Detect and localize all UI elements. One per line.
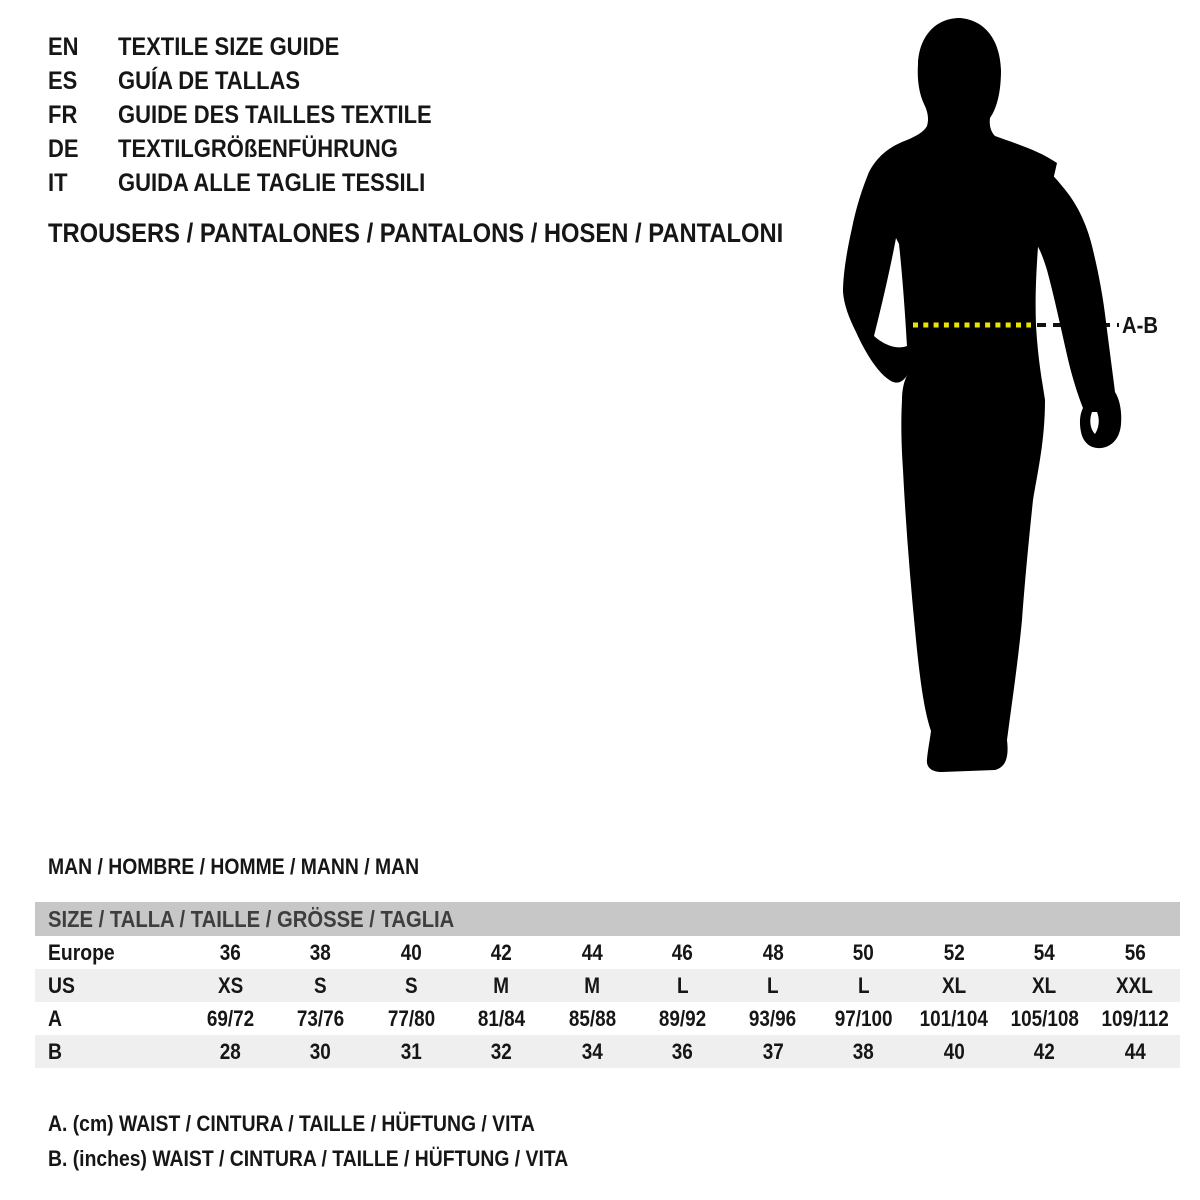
- table-cell: XL: [941, 973, 966, 998]
- table-cell: 56: [1124, 940, 1146, 965]
- language-row-en: [48, 30, 475, 64]
- table-cell: 48: [762, 940, 784, 965]
- row-label-europe: Europe: [48, 940, 115, 965]
- table-cell: XS: [217, 973, 243, 998]
- language-code-de: DE: [48, 135, 79, 163]
- table-cell: 101/104: [919, 1006, 989, 1031]
- table-cell: 40: [400, 940, 422, 965]
- language-row-es: [48, 64, 475, 98]
- table-cell: 77/80: [387, 1006, 435, 1031]
- table-cell: XL: [1032, 973, 1057, 998]
- table-row-europe: [35, 936, 1180, 969]
- table-cell: 109/112: [1101, 1006, 1169, 1031]
- table-cell: 54: [1033, 940, 1055, 965]
- row-label-b: B: [48, 1039, 62, 1064]
- language-label-de: TEXTILGRÖßENFÜHRUNG: [118, 135, 398, 163]
- table-cell: L: [767, 973, 779, 998]
- table-cell: 42: [1033, 1039, 1055, 1064]
- table-cell: S: [314, 973, 327, 998]
- footnote-a: A. (cm) WAIST / CINTURA / TAILLE / HÜFTUNG / VITA: [48, 1111, 535, 1136]
- table-cell: M: [493, 973, 510, 998]
- row-label-a: A: [48, 1006, 62, 1031]
- language-row-fr: [48, 98, 475, 132]
- table-cell: 30: [310, 1039, 332, 1064]
- table-cell: 52: [943, 940, 965, 965]
- footnote-b: B. (inches) WAIST / CINTURA / TAILLE / HÜFTUNG / VITA: [48, 1146, 569, 1171]
- table-cell: 38: [852, 1039, 874, 1064]
- table-cell: 37: [762, 1039, 784, 1064]
- measure-label: A-B: [1122, 312, 1158, 338]
- table-cell: 46: [671, 940, 694, 965]
- table-row-b-inches: [35, 1035, 1180, 1068]
- table-cell: 105/108: [1010, 1006, 1079, 1031]
- table-row-us: [35, 969, 1180, 1002]
- table-cell: 31: [400, 1039, 422, 1064]
- table-cell: 73/76: [296, 1006, 345, 1031]
- language-code-it: IT: [48, 169, 68, 197]
- table-cell: M: [584, 973, 600, 998]
- table-cell: L: [676, 973, 689, 998]
- man-body-shape: [843, 18, 1057, 772]
- table-cell: 44: [1124, 1039, 1146, 1064]
- footnotes: [48, 1106, 639, 1176]
- table-cell: 32: [491, 1039, 513, 1064]
- size-table: [35, 902, 1180, 1068]
- table-cell: 97/100: [834, 1006, 893, 1031]
- table-cell: 50: [852, 940, 874, 965]
- table-row-a-cm: [35, 1002, 1180, 1035]
- man-silhouette: [830, 10, 1160, 790]
- table-cell: 36: [219, 940, 241, 965]
- language-row-it: [48, 166, 475, 200]
- language-label-fr: GUIDE DES TAILLES TEXTILE: [118, 101, 432, 129]
- table-cell: 28: [219, 1039, 241, 1064]
- row-label-us: US: [48, 973, 75, 998]
- language-label-es: GUÍA DE TALLAS: [118, 67, 301, 95]
- table-cell: 38: [310, 940, 332, 965]
- table-cell: 34: [581, 1039, 603, 1064]
- language-list: [48, 30, 475, 200]
- table-cell: L: [857, 973, 870, 998]
- table-cell: S: [404, 973, 418, 998]
- table-header: SIZE / TALLA / TAILLE / GRÖSSE / TAGLIA: [35, 902, 1180, 936]
- table-cell: 44: [581, 940, 603, 965]
- table-cell: 42: [491, 940, 513, 965]
- section-title: MAN / HOMBRE / HOMME / MANN / MAN: [48, 854, 420, 879]
- language-label-it: GUIDA ALLE TAGLIE TESSILI: [118, 169, 426, 197]
- table-cell: XXL: [1116, 973, 1154, 998]
- language-code-es: ES: [48, 67, 78, 95]
- language-code-en: EN: [48, 33, 79, 61]
- table-cell: 36: [671, 1039, 694, 1064]
- table-cell: 81/84: [477, 1006, 526, 1031]
- table-cell: 40: [943, 1039, 965, 1064]
- language-label-en: TEXTILE SIZE GUIDE: [118, 33, 340, 61]
- product-title: TROUSERS / PANTALONES / PANTALONS / HOSEN / PANTALONI: [48, 218, 784, 248]
- language-code-fr: FR: [48, 101, 78, 129]
- table-cell: 93/96: [749, 1006, 797, 1031]
- table-cell: 89/92: [658, 1006, 707, 1031]
- language-row-de: [48, 132, 475, 166]
- table-cell: 69/72: [206, 1006, 254, 1031]
- table-cell: 85/88: [568, 1006, 616, 1031]
